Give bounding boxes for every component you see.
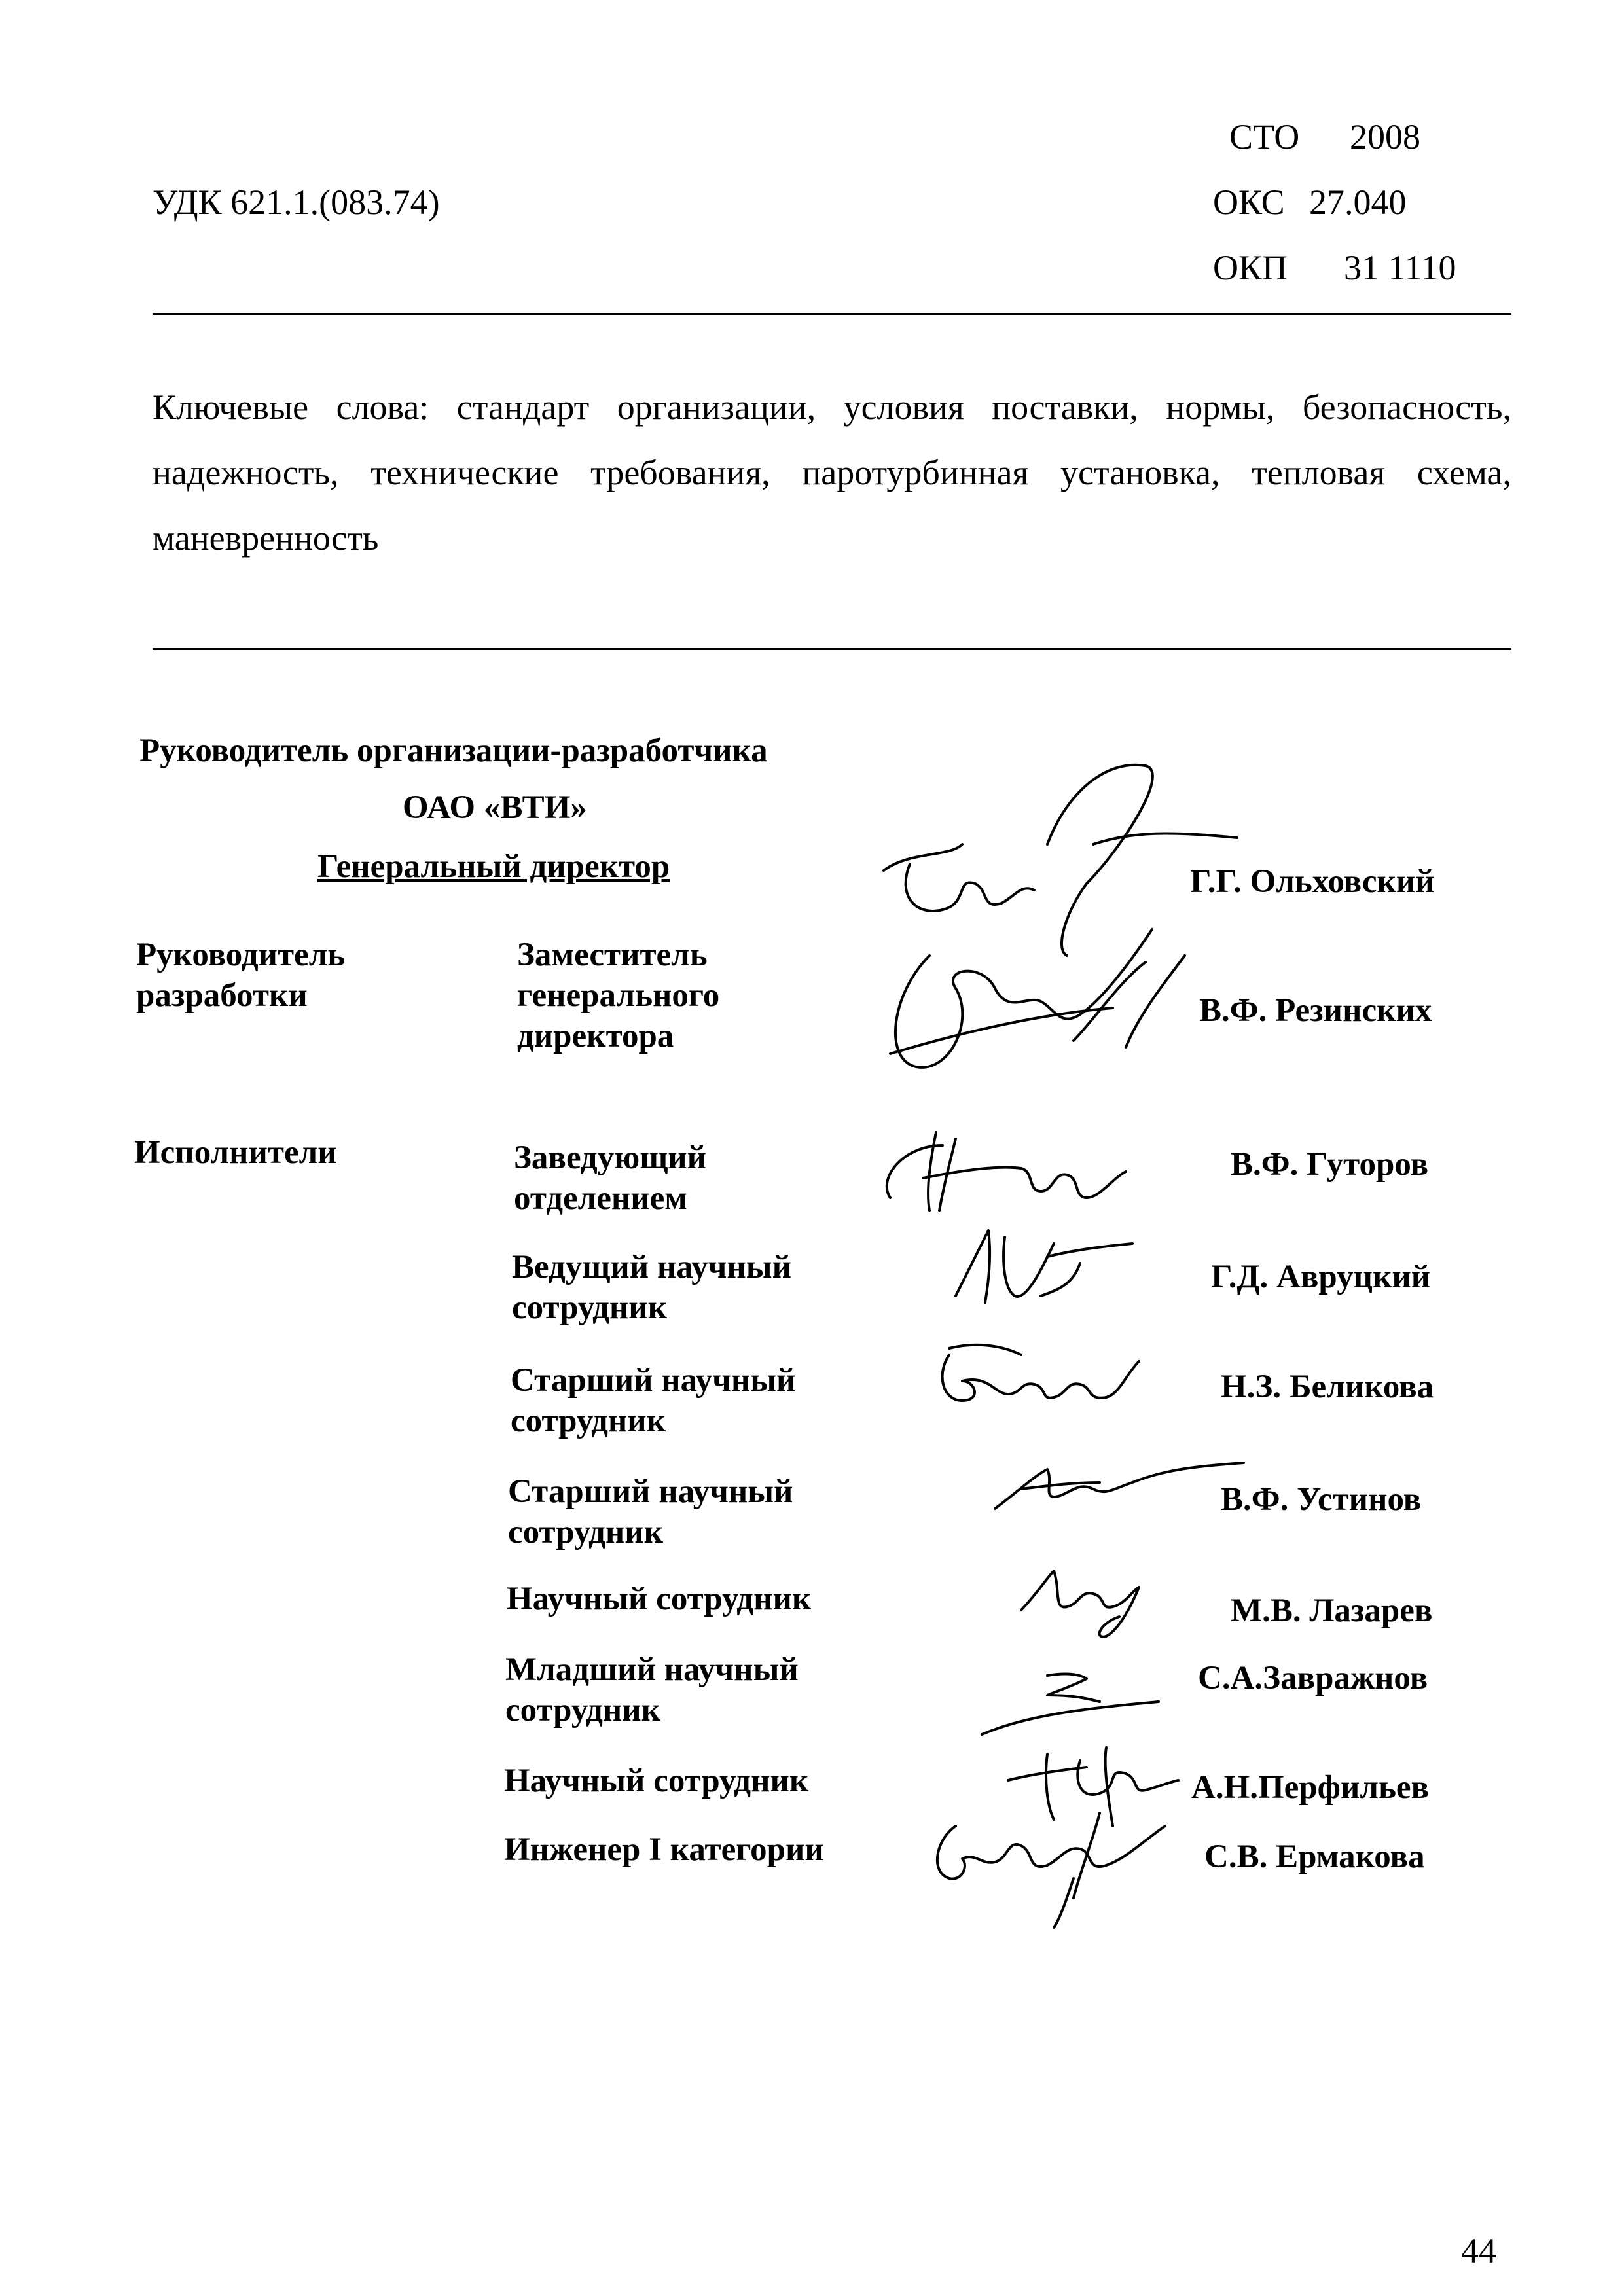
dev-lead-group-label: Руководитель разработки bbox=[136, 937, 346, 1014]
executors-group-label: Исполнители bbox=[134, 1134, 337, 1171]
executor-name: В.Ф. Устинов bbox=[1221, 1481, 1422, 1518]
org-head-name: Г.Г. Ольховский bbox=[1190, 863, 1435, 900]
executor-position: Инженер I категории bbox=[504, 1831, 824, 1868]
signature-avrutsky bbox=[943, 1217, 1139, 1309]
udk-code: УДК 621.1.(083.74) bbox=[153, 183, 440, 222]
keywords-divider bbox=[153, 648, 1511, 650]
oks-label: ОКС bbox=[1213, 183, 1285, 222]
executor-position: Заведующий отделением bbox=[514, 1139, 707, 1217]
signature-rezinskikh bbox=[877, 916, 1204, 1100]
org-name: ОАО «ВТИ» bbox=[403, 789, 587, 826]
executor-name: Н.З. Беликова bbox=[1221, 1369, 1434, 1405]
org-position: Генеральный директор bbox=[317, 848, 670, 885]
executor-position: Ведущий научный сотрудник bbox=[512, 1249, 792, 1326]
dev-lead-name: В.Ф. Резинских bbox=[1199, 992, 1432, 1029]
executor-position: Старший научный сотрудник bbox=[511, 1362, 796, 1439]
signature-lazarev bbox=[1008, 1558, 1165, 1643]
okp-value: 31 1110 bbox=[1344, 248, 1456, 287]
executor-position: Старший научный сотрудник bbox=[508, 1473, 793, 1551]
dev-lead-position: Заместитель генерального директора bbox=[517, 937, 720, 1054]
keywords-text: Ключевые слова: стандарт организации, условия поставки, нормы, безопасность, надежность, технические требования, паротурбинная установка, тепловая схема, маневренность bbox=[153, 387, 1511, 558]
signature-ermakova bbox=[916, 1800, 1178, 1931]
executor-name: С.В. Ермакова bbox=[1204, 1839, 1425, 1875]
signature-gutorov bbox=[864, 1119, 1139, 1224]
oks-value: 27.040 bbox=[1309, 183, 1407, 222]
page-number: 44 bbox=[1461, 2231, 1496, 2270]
signature-ustinov bbox=[982, 1450, 1257, 1522]
executor-name: А.Н.Перфильев bbox=[1191, 1769, 1430, 1806]
executor-position: Научный сотрудник bbox=[507, 1581, 812, 1617]
executor-position: Научный сотрудник bbox=[504, 1763, 809, 1799]
executor-position: Младший научный сотрудник bbox=[505, 1651, 799, 1729]
header-divider bbox=[153, 313, 1511, 315]
okp-label: ОКП bbox=[1213, 248, 1288, 287]
executor-name: Г.Д. Авруцкий bbox=[1211, 1259, 1431, 1295]
executor-name: М.В. Лазарев bbox=[1231, 1592, 1433, 1629]
org-head-line: Руководитель организации-разработчика bbox=[139, 732, 768, 769]
signature-belikova bbox=[923, 1335, 1159, 1420]
sto-year: 2008 bbox=[1350, 117, 1420, 156]
executor-name: С.А.Завражнов bbox=[1198, 1660, 1428, 1696]
sto-label: СТО bbox=[1229, 117, 1300, 156]
executor-name: В.Ф. Гуторов bbox=[1231, 1146, 1429, 1183]
